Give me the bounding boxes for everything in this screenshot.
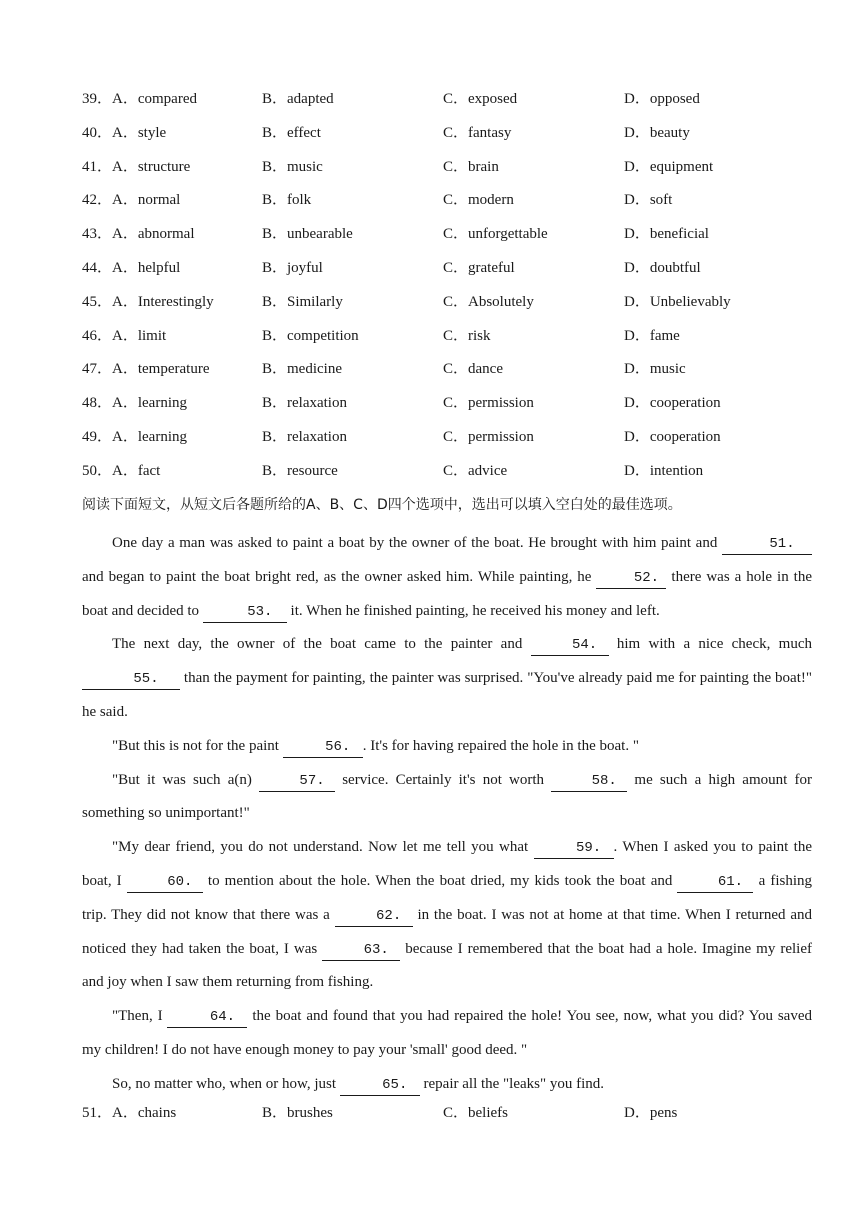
option-a[interactable]	[82, 460, 160, 482]
option-c[interactable]: C．unforgettable	[443, 226, 548, 243]
blank-57: 57.	[259, 771, 335, 792]
option-d[interactable]: D．intention	[624, 462, 704, 479]
option-d[interactable]: D．beneficial	[624, 226, 709, 243]
option-c[interactable]: C．beliefs	[443, 1105, 508, 1121]
paragraph-1	[82, 527, 812, 628]
option-b[interactable]: B．effect	[262, 124, 321, 141]
text: in the boat. I was not at home at that time. When I returned and noticed they had taken the boat, I was	[82, 906, 812, 957]
option-a-text: A．helpful	[112, 259, 181, 276]
option-a[interactable]	[82, 223, 195, 245]
blank-52: 52.	[596, 568, 666, 589]
option-a[interactable]	[82, 325, 166, 347]
option-a[interactable]	[82, 426, 187, 448]
option-a-text: A．Interestingly	[112, 293, 214, 310]
options-table	[82, 88, 812, 494]
option-c[interactable]: C．fantasy	[443, 124, 512, 141]
option-a[interactable]	[82, 156, 190, 178]
option-b[interactable]: B．adapted	[262, 91, 334, 107]
question-number: 48．	[82, 395, 113, 412]
option-d[interactable]: D．pens	[624, 1105, 678, 1121]
option-a[interactable]	[82, 358, 209, 380]
option-a[interactable]	[82, 291, 214, 313]
option-d[interactable]: D．equipment	[624, 158, 714, 175]
blank-64: 64.	[167, 1007, 247, 1028]
blank-63: 63.	[322, 940, 400, 961]
option-d[interactable]: D．opposed	[624, 91, 700, 107]
option-b[interactable]: B．relaxation	[262, 395, 347, 412]
option-d[interactable]: D．beauty	[624, 124, 690, 141]
option-b[interactable]: B．brushes	[262, 1105, 333, 1121]
option-c[interactable]: C．exposed	[443, 91, 518, 107]
text: me such a high amount for something so unimportant!"	[82, 771, 812, 822]
question-number: 47．	[82, 361, 113, 378]
option-a[interactable]	[82, 257, 180, 279]
question-number: 39．	[82, 91, 113, 107]
option-c[interactable]: C．permission	[443, 395, 534, 412]
question-51-options	[82, 1102, 812, 1136]
option-a-text: A．normal	[112, 192, 181, 209]
option-c[interactable]: C．permission	[443, 428, 534, 445]
option-c[interactable]: C．advice	[443, 462, 508, 479]
option-d[interactable]: D．Unbelievably	[624, 293, 731, 310]
paragraph-5	[82, 831, 812, 1000]
option-c[interactable]: C．dance	[443, 361, 503, 378]
text: "But it was such a(n)	[112, 771, 260, 788]
option-a[interactable]	[82, 88, 197, 110]
text: "Then, I	[112, 1008, 168, 1025]
question-row	[82, 88, 812, 122]
text: and began to paint the boat bright red, as the owner asked him. While painting, he	[82, 568, 597, 585]
text: there was a hole in the boat and decided to	[82, 568, 813, 619]
question-row	[82, 460, 812, 494]
option-c[interactable]: C．modern	[443, 192, 514, 209]
option-a-text: A．abnormal	[112, 226, 195, 243]
option-a-text: A．chains	[112, 1105, 177, 1121]
blank-51: 51.	[722, 534, 812, 555]
text: than the payment for painting, the painter was surprised. "You've already paid me for painting the boat!" he said.	[82, 670, 812, 720]
question-row	[82, 257, 812, 291]
option-a-text: A．style	[112, 124, 167, 141]
text: . When I asked you to paint the boat, I	[82, 839, 812, 889]
option-c[interactable]: C．grateful	[443, 259, 515, 276]
question-row	[82, 426, 812, 460]
blank-58: 58.	[551, 771, 627, 792]
text: . It's for having repaired the hole in the boat. "	[362, 737, 639, 754]
question-number: 49．	[82, 428, 113, 445]
option-a-text: A．learning	[112, 428, 187, 445]
option-d[interactable]: D．fame	[624, 327, 680, 344]
option-c[interactable]: C．risk	[443, 327, 491, 344]
paragraph-7	[82, 1068, 812, 1102]
blank-60: 60.	[127, 872, 203, 893]
option-d[interactable]: D．music	[624, 361, 686, 378]
option-c[interactable]: C．Absolutely	[443, 293, 534, 310]
text: service. Certainly it's not worth	[335, 771, 552, 788]
text: him with a nice check, much	[608, 636, 812, 653]
option-a[interactable]	[82, 122, 166, 144]
question-row	[82, 189, 812, 223]
paragraph-2	[82, 628, 812, 729]
question-row	[82, 392, 812, 426]
question-number: 46．	[82, 327, 113, 344]
text: The next day, the owner of the boat came to the painter and	[112, 636, 531, 653]
text: it. When he finished painting, he received his money and left.	[286, 602, 660, 619]
question-row	[82, 358, 812, 392]
text: "But this is not for the paint	[112, 737, 283, 754]
option-d[interactable]: D．cooperation	[624, 428, 721, 445]
option-b[interactable]: B．competition	[262, 327, 359, 344]
blank-61: 61.	[677, 872, 753, 893]
question-row	[82, 291, 812, 325]
option-a-text: A．limit	[112, 327, 167, 344]
option-a-text: A．compared	[112, 91, 197, 107]
paragraph-4	[82, 764, 812, 832]
blank-65: 65.	[340, 1075, 420, 1096]
option-d[interactable]: D．cooperation	[624, 395, 721, 412]
question-row	[82, 122, 812, 156]
question-number: 43．	[82, 226, 113, 243]
option-b[interactable]: B．relaxation	[262, 428, 347, 445]
cloze-passage	[82, 527, 812, 1102]
text: because I remembered that the boat had a hole. Imagine my relief and joy when I saw them returning from fishing.	[82, 940, 812, 991]
blank-55: 55.	[82, 669, 180, 690]
option-d[interactable]: D．soft	[624, 192, 673, 209]
text: repair all the "leaks" you find.	[419, 1075, 605, 1092]
text: the boat and found that you had repaired the hole! You see, now, what you did? You saved my children! I do not have enough money to pay your 'small' good deed. "	[82, 1008, 812, 1058]
option-b[interactable]: B．folk	[262, 192, 312, 209]
option-a-text: A．fact	[112, 462, 161, 479]
paragraph-6	[82, 1000, 812, 1068]
option-b[interactable]: B．medicine	[262, 361, 342, 378]
paragraph-3	[82, 730, 812, 764]
blank-56: 56.	[283, 737, 363, 758]
question-number: 41．	[82, 158, 113, 175]
option-a[interactable]	[82, 189, 180, 211]
question-row	[82, 223, 812, 257]
option-a[interactable]	[82, 392, 187, 414]
option-b[interactable]: B．music	[262, 158, 323, 175]
option-a-text: A．learning	[112, 395, 187, 412]
blank-54: 54.	[531, 635, 609, 656]
option-b[interactable]: B．Similarly	[262, 293, 343, 310]
question-row	[82, 156, 812, 190]
question-row	[82, 325, 812, 359]
question-number: 40．	[82, 124, 113, 141]
option-b[interactable]: B．resource	[262, 462, 338, 479]
text: One day a man was asked to paint a boat by the owner of the boat. He brought with him paint and	[112, 535, 722, 551]
option-a-text: A．structure	[112, 158, 191, 175]
option-d[interactable]: D．doubtful	[624, 259, 701, 276]
blank-62: 62.	[335, 906, 413, 927]
option-a-text: A．temperature	[112, 361, 210, 378]
option-b[interactable]: B．joyful	[262, 259, 323, 276]
text: "My dear friend, you do not understand. Now let me tell you what	[112, 839, 534, 856]
question-number: 51．	[82, 1105, 113, 1121]
reading-instruction: 阅读下面短文，从短文后各题所给的A、B、C、D四个选项中，选出可以填入空白处的最佳选项。	[82, 497, 682, 513]
blank-59: 59.	[534, 838, 614, 859]
text: a fishing trip. They did not know that there was a	[82, 872, 813, 923]
text: to mention about the hole. When the boat dried, my kids took the boat and	[202, 872, 678, 889]
question-number: 45．	[82, 293, 113, 310]
question-number: 42．	[82, 192, 113, 209]
option-a[interactable]	[82, 1102, 176, 1124]
option-c[interactable]: C．brain	[443, 158, 499, 175]
text: So, no matter who, when or how, just	[112, 1075, 340, 1092]
blank-53: 53.	[203, 602, 287, 623]
question-number: 50．	[82, 462, 113, 479]
option-b[interactable]: B．unbearable	[262, 226, 353, 243]
question-number: 44．	[82, 259, 113, 276]
